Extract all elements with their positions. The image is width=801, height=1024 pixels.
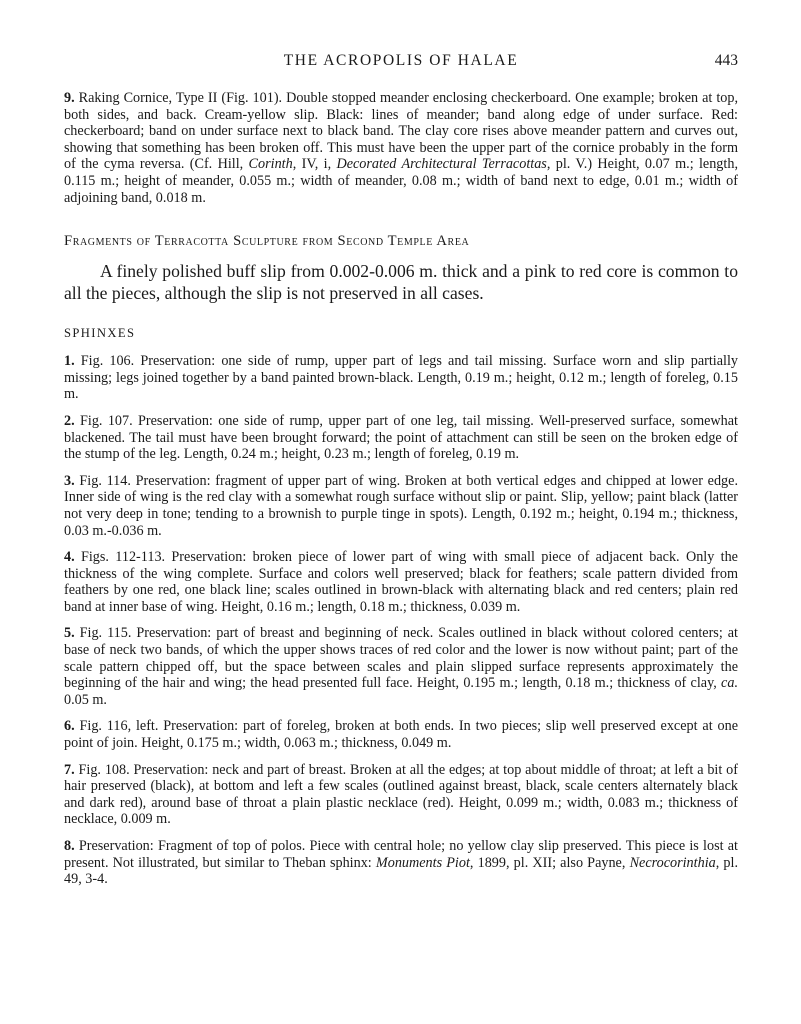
item-text: Fig. 106. Preservation: one side of rump, upper part of legs and tail missing. Surface worn and slip partially missing; legs joined together by a band painted brown-black. Length, 0.19 m.; height, 0.12 m.; length of foreleg, 0.15 m.	[64, 353, 738, 403]
abbreviation: ca.	[721, 675, 738, 692]
catalog-item-3	[64, 473, 738, 539]
citation-title: Corinth	[248, 156, 293, 173]
item-text: Fig. 115. Preservation: part of breast and beginning of neck. Scales outlined in black without colored centers; at base of neck two bands, of which the upper shows traces of red color and the lower is now without paint; part of the scale pattern chipped off, but the space between scales and plain slipped surface represents approximately the beginning of the hair and wing; the head presented full face. Height, 0.195 m.; length, 0.18 m.; thickness of clay,	[64, 625, 738, 692]
running-title: THE ACROPOLIS OF HALAE	[283, 52, 519, 69]
catalog-item-5	[64, 625, 738, 708]
item-number: 5.	[64, 625, 75, 642]
item-text: , pl. 49, 3-4.	[64, 854, 739, 888]
item-number: 2.	[64, 412, 75, 429]
item-text: 0.05 m.	[64, 691, 107, 708]
catalog-item-2	[64, 413, 738, 463]
item-number: 4.	[64, 549, 75, 566]
entry-text: , pl. V.) Height, 0.07 m.; length, 0.115 m.; height of meander, 0.055 m.; width of meander, 0.08 m.; width of band next to edge, 0.01 m.; width of adjoining band, 0.018 m.	[64, 156, 738, 206]
item-text: Figs. 112-113. Preservation: broken piece of lower part of wing with small piece of adjacent back. Only the thickness of the wing complete. Surface and colors well preserved; black for feathers; scale pattern divided from feathers by one red, one black line; scales outlined in brown-black with alternating black and red centers; plain red band at inner base of wing. Height, 0.16 m.; length, 0.18 m.; thickness, 0.039 m.	[64, 549, 738, 615]
catalog-item-6	[64, 718, 738, 751]
entry-text: Raking Cornice, Type II (Fig. 101). Double stopped meander enclosing checkerboard. One example; broken at top, both sides, and back. Cream-yellow slip. Black: lines of meander; band along edge of under surface. Red: checkerboard; band on under surface next to black band. The clay core rises above meander pattern and curves out, showing that something has been broken off. This must have been the upper part of the cornice probably in the form of the cyma reversa. (Cf. Hill,	[64, 90, 738, 173]
item-text: Fig. 114. Preservation: fragment of upper part of wing. Broken at both vertical edges and chipped at lower edge. Inner side of wing is the red clay with a somewhat rough surface without slip or paint. Slip, yellow; paint black (latter not very deep in tone; tending to a brownish to purple tinge in spots). Length, 0.192 m.; height, 0.194 m.; thickness, 0.03 m.-0.036 m.	[64, 472, 738, 539]
intro-paragraph: A finely polished buff slip from 0.002-0.006 m. thick and a pink to red core is common to all the pieces, although the slip is not preserved in all cases.	[64, 261, 738, 304]
citation-title: Necrocorinthia	[629, 854, 716, 871]
running-header	[64, 52, 738, 74]
item-text: , 1899, pl. XII; also Payne,	[469, 854, 630, 871]
entry-number: 9.	[64, 90, 75, 106]
document-page	[64, 52, 738, 888]
item-number: 7.	[64, 761, 75, 778]
item-text: Preservation: Fragment of top of polos. Piece with central hole; no yellow clay slip preserved. This piece is lost at present. Not illustrated, but similar to Theban sphinx:	[64, 838, 738, 871]
item-number: 1.	[64, 353, 75, 370]
catalog-item-7	[64, 762, 738, 828]
catalog-item-8	[64, 838, 738, 888]
citation-title: Decorated Architectural Terracottas	[336, 156, 547, 173]
item-text: Fig. 108. Preservation: neck and part of breast. Broken at all the edges; at top about middle of throat; at left a bit of hair preserved (black), at bottom and left a few scales (outlined against breast, black, scale centers alternately black and dark red), around base of throat a plain plastic necklace (red). Height, 0.099 m.; width, 0.083 m.; thickness of necklace, 0.009 m.	[64, 761, 738, 828]
page-number: 443	[714, 52, 738, 69]
item-text: Fig. 107. Preservation: one side of rump, upper part of one leg, tail missing. Well-preserved surface, somewhat blackened. The tail must have been brought forward; the point of attachment can still be seen on the broken edge of the stump of the leg. Length, 0.24 m.; height, 0.23 m.; length of foreleg, 0.19 m.	[64, 412, 738, 463]
entry-9	[64, 90, 738, 206]
catalog-item-4	[64, 549, 738, 615]
item-number: 8.	[64, 838, 75, 854]
section-heading: Fragments of Terracotta Sculpture from Second Temple Area	[64, 233, 470, 250]
item-text: Fig. 116, left. Preservation: part of foreleg, broken at both ends. In two pieces; slip well preserved except at one point of join. Height, 0.175 m.; width, 0.063 m.; thickness, 0.049 m.	[64, 718, 738, 752]
entry-text: , IV, i,	[292, 156, 337, 173]
item-number: 6.	[64, 718, 75, 735]
catalog-item-1	[64, 353, 738, 403]
subheading: SPHINXES	[64, 326, 136, 341]
item-number: 3.	[64, 472, 75, 489]
citation-title: Monuments Piot	[375, 854, 470, 871]
